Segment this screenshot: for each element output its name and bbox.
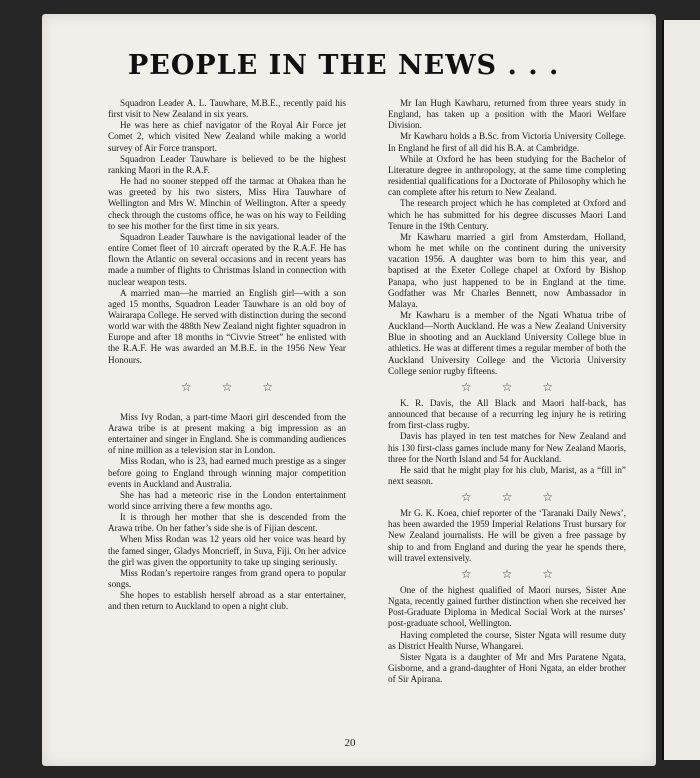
article-davis: [388, 398, 626, 487]
article-ngata: [388, 585, 626, 685]
paragraph: Miss Rodan’s repertoire ranges from grand opera to popular songs.: [108, 567, 346, 590]
paragraph: Mr Ian Hugh Kawharu, returned from three years study in England, has taken up a position with the Maori Welfare Division.: [388, 98, 626, 131]
star-icon: ☆: [501, 566, 513, 581]
paragraph: A married man—he married an English girl—with a son aged 15 months, Squadron Leader Tauwhare is an old boy of Wairarapa College. He served with distinction during the second world war with the 488th New Zealand night fighter squadron in Europe and after 18 months in “Civvie Street” he enlisted with the R.A.F. He was awarded an M.B.E. in the 1956 New Year Honours.: [108, 287, 346, 365]
paragraph: Squadron Leader Tauwhare is the navigational leader of the entire Comet fleet of 10 aircraft operated by the R.A.F. He has flown the Atlantic on several occasions and in recent years has made a number of flights to Christmas Island in connection with nuclear weapon tests.: [108, 231, 346, 287]
paragraph: Mr Kawharu holds a B.Sc. from Victoria University College. In England he first of all did his B.A. at Cambridge.: [388, 131, 626, 153]
star-separator: [388, 490, 626, 504]
paragraph: When Miss Rodan was 12 years old her voice was heard by the famed singer, Gladys Moncrieff, in Suva, Fiji. On her advice the girl was given the opportunity to take up singing seriously.: [108, 534, 346, 567]
paragraph: He said that he might play for his club, Marist, as a “fill in” next season.: [388, 464, 626, 486]
star-separator: [388, 380, 626, 394]
article-kawharu: [388, 98, 626, 377]
star-icon: ☆: [460, 490, 472, 505]
star-separator: [388, 567, 626, 581]
star-icon: ☆: [501, 379, 513, 394]
star-icon: ☆: [460, 379, 472, 394]
page-number: 20: [344, 737, 356, 749]
star-icon: ☆: [221, 379, 233, 394]
paragraph: She hopes to establish herself abroad as a star entertainer, and then return to Auckland to open a night club.: [108, 590, 346, 612]
star-icon: ☆: [542, 566, 554, 581]
article-rodan: [108, 412, 346, 613]
paragraph: One of the highest qualified of Maori nurses, Sister Ane Ngata, recently gained further distinction when she received her Post-Graduate Diploma in Medical Social Work at the nurses’ post-graduate school, Wellington.: [388, 584, 626, 629]
paragraph: Squadron Leader A. L. Tauwhare, M.B.E., recently paid his first visit to New Zealand in six years.: [108, 98, 346, 120]
paragraph: Mr G. K. Koea, chief reporter of the ‘Taranaki Daily News’, has been awarded the 1959 Imperial Relations Trust bursary for New Zealand journalists. He will be given a free passage by ship to and from England and during the year he spends there, will travel extensively.: [388, 508, 626, 563]
star-icon: ☆: [501, 490, 513, 505]
paragraph: He was here as chief navigator of the Royal Air Force jet Comet 2, which visited New Zealand while making a world survey of Air Force transport.: [108, 120, 346, 153]
paragraph: Having completed the course, Sister Ngata will resume duty as District Health Nurse, Whangarei.: [388, 629, 626, 651]
star-icon: ☆: [180, 379, 192, 394]
paragraph: The research project which he has completed at Oxford and which he has submitted for his degree discusses Maori Land Tenure in the 19th Century.: [388, 198, 626, 231]
paragraph: Mr Kawharu married a girl from Amsterdam, Holland, whom he met while on the continent during the university vacation 1956. A daughter was born to him this year, and baptised at the Exeter College chapel at Oxford by Bishop Panapa, who just happened to be in England at the time. Godfather was Mr Charles Bennett, now Ambassador in Malaya.: [388, 231, 626, 309]
right-column: [388, 98, 626, 685]
paragraph: He had no sooner stepped off the tarmac at Ohakea than he was greeted by his two sisters, Miss Hira Tauwhare of Wellington and Mrs W. Minchin of Wellington. After a speedy check through the customs office, he was on his way to Feilding to see his mother for the first time in six years.: [108, 176, 346, 231]
paragraph: It is through her mother that she is descended from the Arawa tribe. On her father’s side she is of Fijian descent.: [108, 512, 346, 534]
article-koea: [388, 508, 626, 564]
left-column: [108, 98, 346, 613]
star-icon: ☆: [542, 490, 554, 505]
paragraph: While at Oxford he has been studying for the Bachelor of Literature degree in anthropology, at the same time completing residential qualifications for a Doctorate of Philosophy which he can complete after his return to New Zealand.: [388, 153, 626, 198]
facing-page-edge: [662, 20, 700, 760]
paragraph: Sister Ngata is a daughter of Mr and Mrs Paratene Ngata, Gisborne, and a grand-daughter of Honi Ngata, an elder brother of Sir Apirana.: [388, 651, 626, 685]
paragraph: Miss Rodan, who is 23, had earned much prestige as a singer before going to England through winning major competition events in Auckland and Australia.: [108, 456, 346, 489]
paragraph: Davis has played in ten test matches for New Zealand and his 130 first-class games include many for New Zealand Maoris, three for the North Island and 54 for Auckland.: [388, 431, 626, 464]
page-headline: PEOPLE IN THE NEWS . . .: [128, 50, 560, 81]
paragraph: Squadron Leader Tauwhare is believed to be the highest ranking Maori in the R.A.F.: [108, 153, 346, 175]
paragraph: K. R. Davis, the All Black and Maori half-back, has announced that because of a recurring leg injury he is retiring from first-class rugby.: [388, 397, 626, 431]
star-separator: [108, 380, 346, 394]
article-tauwhare: [108, 98, 346, 366]
star-icon: ☆: [262, 379, 274, 394]
star-icon: ☆: [542, 379, 554, 394]
paragraph: She has had a meteoric rise in the London entertainment world since arriving there a few months ago.: [108, 489, 346, 511]
paragraph: Mr Kawharu is a member of the Ngati Whatua tribe of Auckland—North Auckland. He was a New Zealand University Blue in shooting and an Auckland University College blue in athletics. He was at different times a regular member of both the Auckland University College and the Victoria University College senior rugby fifteens.: [388, 309, 626, 376]
paragraph: Miss Ivy Rodan, a part-time Maori girl descended from the Arawa tribe is at present making a big impression as an entertainer and singer in England. She is commanding audiences of nine million as a television star in London.: [108, 411, 346, 456]
star-icon: ☆: [460, 566, 472, 581]
